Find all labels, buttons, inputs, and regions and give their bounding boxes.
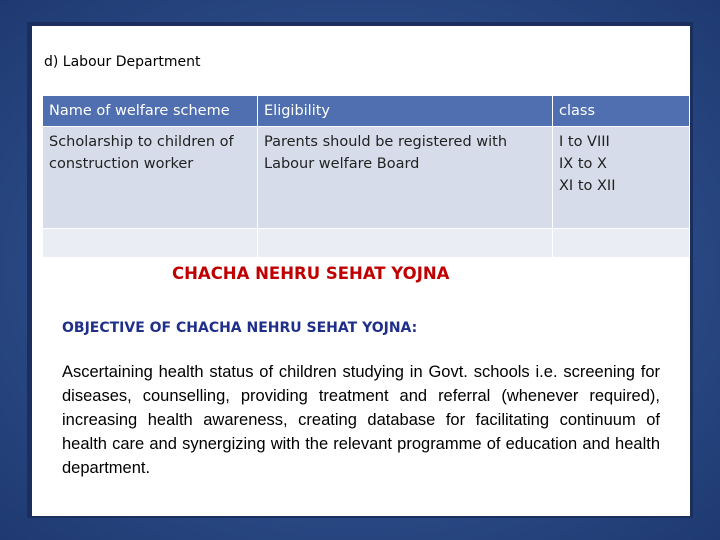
header-cell-class: class — [553, 96, 690, 127]
table-header-row — [43, 96, 690, 127]
table-row — [43, 127, 690, 229]
table-cell-empty — [553, 229, 690, 258]
welfare-scheme-table — [42, 95, 690, 258]
table-cell-class: I to VIII IX to X XI to XII — [553, 127, 690, 229]
header-cell-scheme: Name of welfare scheme — [43, 96, 258, 127]
table-row-empty — [43, 229, 690, 258]
scheme-heading: CHACHA NEHRU SEHAT YOJNA — [172, 264, 450, 283]
table-cell-eligibility: Parents should be registered with Labour welfare Board — [258, 127, 553, 229]
table-cell-scheme: Scholarship to children of construction worker — [43, 127, 258, 229]
table-cell-empty — [43, 229, 258, 258]
objective-paragraph: Ascertaining health status of children studying in Govt. schools i.e. screening for diseases, counselling, providing treatment and referral (whenever required), increasing health awareness, creating database for facilitating continuum of health care and synergizing with the relevant programme of education and health department. — [62, 363, 660, 477]
table-cell-empty — [258, 229, 553, 258]
header-cell-eligibility: Eligibility — [258, 96, 553, 127]
section-title: d) Labour Department — [44, 54, 201, 70]
objective-subheading: OBJECTIVE OF CHACHA NEHRU SEHAT YOJNA: — [62, 320, 418, 336]
